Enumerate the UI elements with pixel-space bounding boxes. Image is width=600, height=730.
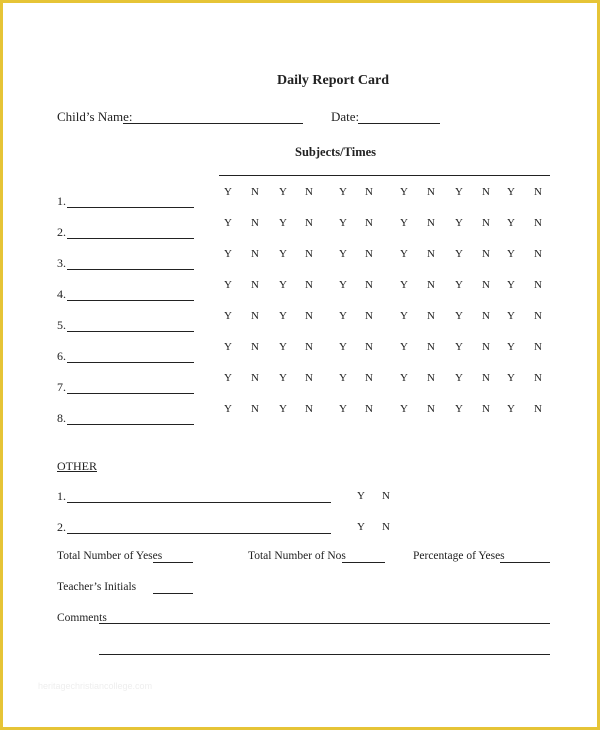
no-option[interactable]: N xyxy=(305,279,313,291)
yes-option[interactable]: Y xyxy=(279,217,287,229)
teachers-initials-label: Teacher’s Initials xyxy=(57,581,137,593)
subjects-times-label: Subjects/Times xyxy=(295,145,377,159)
no-option[interactable]: N xyxy=(427,341,435,353)
no-option[interactable]: N xyxy=(382,521,390,533)
other-item-field[interactable] xyxy=(67,502,331,503)
yes-option[interactable]: Y xyxy=(224,186,232,198)
yes-option[interactable]: Y xyxy=(455,372,463,384)
yes-option[interactable]: Y xyxy=(224,248,232,260)
yes-option[interactable]: Y xyxy=(507,186,515,198)
no-option[interactable]: N xyxy=(534,341,542,353)
no-option[interactable]: N xyxy=(534,372,542,384)
yes-option[interactable]: Y xyxy=(455,248,463,260)
no-option[interactable]: N xyxy=(534,403,542,415)
no-option[interactable]: N xyxy=(482,279,490,291)
yes-option[interactable]: Y xyxy=(339,310,347,322)
no-option[interactable]: N xyxy=(482,403,490,415)
percentage-label: Percentage of Yeses xyxy=(413,550,505,562)
subject-row-number: 3. xyxy=(57,256,66,270)
subject-row-number: 2. xyxy=(57,225,66,239)
no-option[interactable]: N xyxy=(305,248,313,260)
subject-name-field[interactable] xyxy=(67,269,194,270)
yes-option[interactable]: Y xyxy=(339,341,347,353)
other-item-field[interactable] xyxy=(67,533,331,534)
yes-option[interactable]: Y xyxy=(400,279,408,291)
yes-option[interactable]: Y xyxy=(507,217,515,229)
yes-option[interactable]: Y xyxy=(224,372,232,384)
yes-option[interactable]: Y xyxy=(279,310,287,322)
no-option[interactable]: N xyxy=(427,279,435,291)
no-option[interactable]: N xyxy=(482,310,490,322)
no-option[interactable]: N xyxy=(251,217,259,229)
no-option[interactable]: N xyxy=(251,310,259,322)
subject-name-field[interactable] xyxy=(67,362,194,363)
no-option[interactable]: N xyxy=(382,490,390,502)
subject-row-number: 5. xyxy=(57,318,66,332)
yes-option[interactable]: Y xyxy=(400,310,408,322)
comments-label: Comments xyxy=(57,612,107,624)
no-option[interactable]: N xyxy=(482,248,490,260)
total-yeses-label: Total Number of Yeses xyxy=(57,550,163,562)
no-option[interactable]: N xyxy=(365,217,373,229)
yes-option[interactable]: Y xyxy=(357,490,365,502)
no-option[interactable]: N xyxy=(305,341,313,353)
yes-option[interactable]: Y xyxy=(224,341,232,353)
no-option[interactable]: N xyxy=(534,310,542,322)
yes-option[interactable]: Y xyxy=(455,310,463,322)
no-option[interactable]: N xyxy=(482,217,490,229)
subject-name-field[interactable] xyxy=(67,393,194,394)
subject-row-number: 1. xyxy=(57,194,66,208)
no-option[interactable]: N xyxy=(365,279,373,291)
subject-row-number: 8. xyxy=(57,411,66,425)
total-nos-field[interactable] xyxy=(342,562,385,563)
yes-option[interactable]: Y xyxy=(339,279,347,291)
no-option[interactable]: N xyxy=(251,341,259,353)
yes-option[interactable]: Y xyxy=(224,310,232,322)
subject-name-field[interactable] xyxy=(67,424,194,425)
yes-option[interactable]: Y xyxy=(279,186,287,198)
no-option[interactable]: N xyxy=(251,186,259,198)
yes-option[interactable]: Y xyxy=(357,521,365,533)
childs-name-label: Child’s Name: xyxy=(57,109,133,124)
no-option[interactable]: N xyxy=(305,403,313,415)
yes-option[interactable]: Y xyxy=(507,403,515,415)
subject-row-number: 6. xyxy=(57,349,66,363)
no-option[interactable]: N xyxy=(365,372,373,384)
no-option[interactable]: N xyxy=(427,248,435,260)
page-title: Daily Report Card xyxy=(277,73,389,88)
other-row-number: 2. xyxy=(57,520,66,534)
yes-option[interactable]: Y xyxy=(279,341,287,353)
no-option[interactable]: N xyxy=(427,310,435,322)
no-option[interactable]: N xyxy=(365,248,373,260)
yes-option[interactable]: Y xyxy=(339,372,347,384)
childs-name-field[interactable] xyxy=(123,123,303,124)
no-option[interactable]: N xyxy=(534,279,542,291)
subject-name-field[interactable] xyxy=(67,238,194,239)
total-nos-label: Total Number of Nos xyxy=(248,550,346,562)
no-option[interactable]: N xyxy=(534,186,542,198)
no-option[interactable]: N xyxy=(482,186,490,198)
no-option[interactable]: N xyxy=(251,279,259,291)
no-option[interactable]: N xyxy=(427,403,435,415)
yes-option[interactable]: Y xyxy=(507,310,515,322)
other-row-number: 1. xyxy=(57,489,66,503)
teachers-initials-field[interactable] xyxy=(153,593,193,594)
yes-option[interactable]: Y xyxy=(455,341,463,353)
yes-option[interactable]: Y xyxy=(400,186,408,198)
no-option[interactable]: N xyxy=(365,186,373,198)
yes-option[interactable]: Y xyxy=(507,372,515,384)
no-option[interactable]: N xyxy=(305,310,313,322)
yes-option[interactable]: Y xyxy=(279,403,287,415)
no-option[interactable]: N xyxy=(365,403,373,415)
watermark-text: heritagechristiancollege.com xyxy=(38,681,153,691)
no-option[interactable]: N xyxy=(305,217,313,229)
percentage-field[interactable] xyxy=(500,562,550,563)
yes-option[interactable]: Y xyxy=(400,372,408,384)
no-option[interactable]: N xyxy=(427,372,435,384)
yes-option[interactable]: Y xyxy=(507,279,515,291)
yes-option[interactable]: Y xyxy=(224,217,232,229)
other-heading: OTHER xyxy=(57,459,97,473)
yes-option[interactable]: Y xyxy=(224,403,232,415)
yes-option[interactable]: Y xyxy=(339,186,347,198)
yes-option[interactable]: Y xyxy=(455,403,463,415)
yes-option[interactable]: Y xyxy=(339,217,347,229)
yes-option[interactable]: Y xyxy=(400,403,408,415)
yes-option[interactable]: Y xyxy=(339,248,347,260)
no-option[interactable]: N xyxy=(251,403,259,415)
subject-name-field[interactable] xyxy=(67,207,194,208)
total-yeses-field[interactable] xyxy=(153,562,193,563)
yes-option[interactable]: Y xyxy=(279,372,287,384)
yes-option[interactable]: Y xyxy=(455,279,463,291)
comments-field-line-1[interactable] xyxy=(99,623,550,624)
subject-name-field[interactable] xyxy=(67,331,194,332)
subject-row-number: 7. xyxy=(57,380,66,394)
comments-field-line-2[interactable] xyxy=(99,654,550,655)
yes-option[interactable]: Y xyxy=(455,217,463,229)
no-option[interactable]: N xyxy=(251,248,259,260)
no-option[interactable]: N xyxy=(482,372,490,384)
subjects-header-rule xyxy=(219,175,550,176)
yes-option[interactable]: Y xyxy=(339,403,347,415)
yes-option[interactable]: Y xyxy=(400,217,408,229)
yes-option[interactable]: Y xyxy=(279,279,287,291)
no-option[interactable]: N xyxy=(482,341,490,353)
no-option[interactable]: N xyxy=(365,310,373,322)
no-option[interactable]: N xyxy=(427,186,435,198)
yes-option[interactable]: Y xyxy=(224,279,232,291)
yes-option[interactable]: Y xyxy=(400,248,408,260)
no-option[interactable]: N xyxy=(365,341,373,353)
no-option[interactable]: N xyxy=(427,217,435,229)
yes-option[interactable]: Y xyxy=(279,248,287,260)
yes-option[interactable]: Y xyxy=(400,341,408,353)
date-field[interactable] xyxy=(358,123,440,124)
yes-option[interactable]: Y xyxy=(507,248,515,260)
date-label: Date: xyxy=(331,109,360,124)
report-card-page xyxy=(3,3,597,727)
no-option[interactable]: N xyxy=(305,372,313,384)
no-option[interactable]: N xyxy=(534,248,542,260)
yes-option[interactable]: Y xyxy=(507,341,515,353)
no-option[interactable]: N xyxy=(305,186,313,198)
subject-row-number: 4. xyxy=(57,287,66,301)
subject-name-field[interactable] xyxy=(67,300,194,301)
yes-option[interactable]: Y xyxy=(455,186,463,198)
no-option[interactable]: N xyxy=(534,217,542,229)
no-option[interactable]: N xyxy=(251,372,259,384)
